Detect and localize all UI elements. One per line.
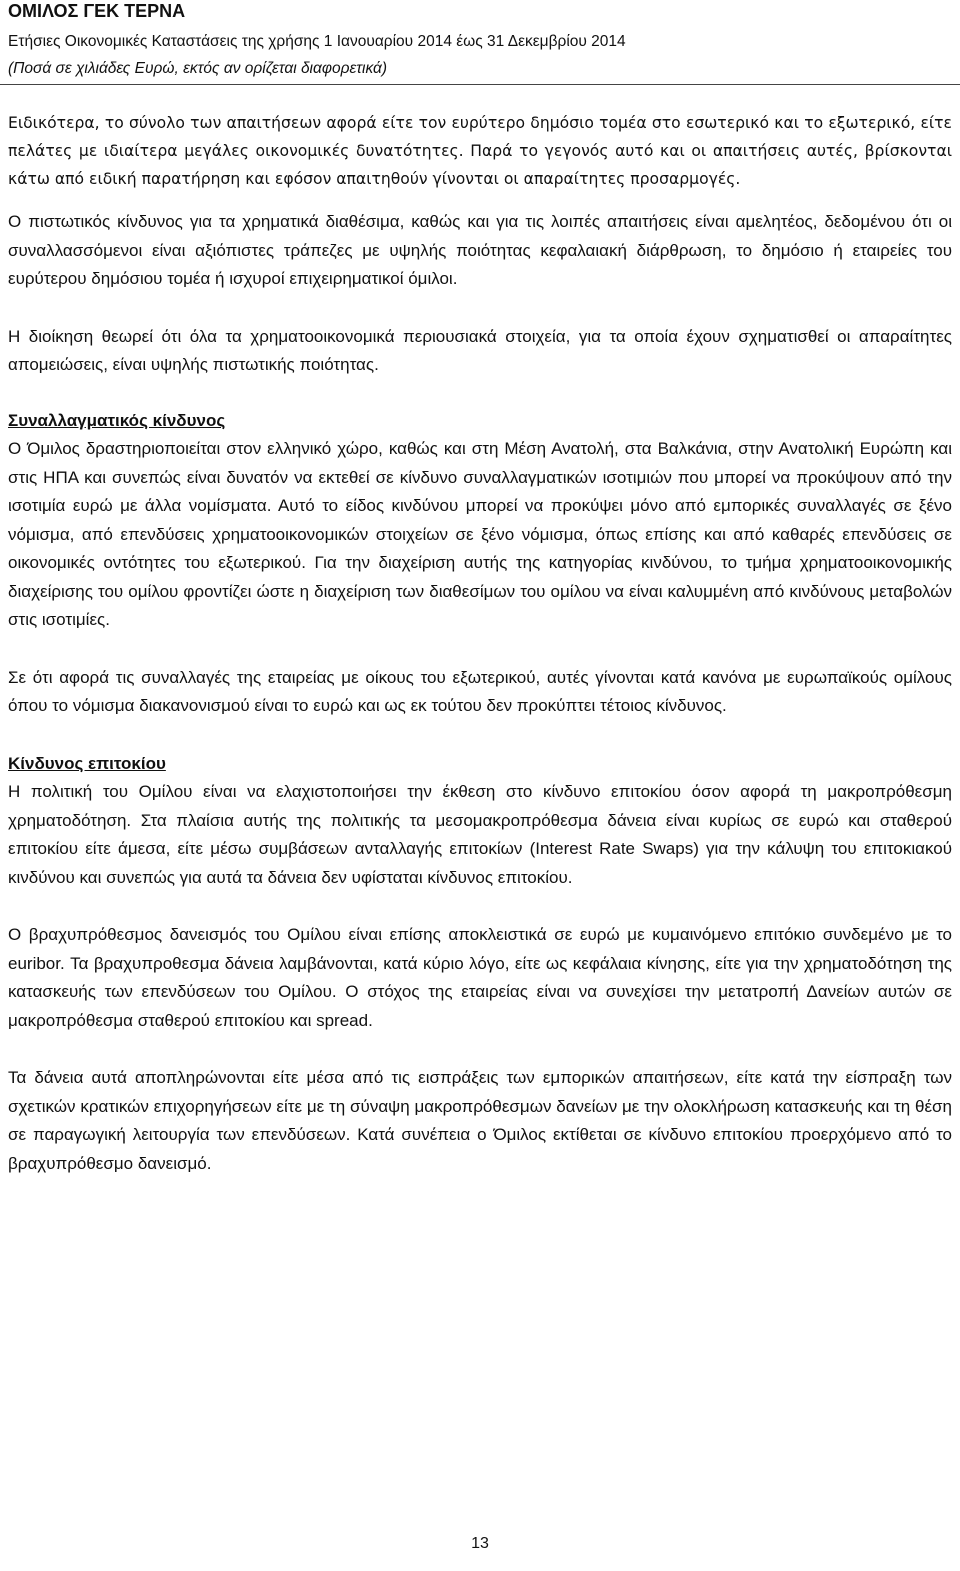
paragraph-credit-quality: Η διοίκηση θεωρεί ότι όλα τα χρηματοοικονομικά περιουσιακά στοιχεία, για τα οποία έχουν σχηματισθεί οι απαραίτητες απομειώσεις, είναι υψηλής πιστωτικής ποιότητας.	[8, 326, 952, 375]
page-header	[8, 0, 948, 79]
paragraph-interest-rate-1: Η πολιτική του Ομίλου είναι να ελαχιστοποιήσει την έκθεση στο κίνδυνο επιτοκίου όσον αφορά τη μακροπρόθεσμη χρηματοδότηση. Στα πλαίσια αυτής της πολιτικής τα μεσομακροπρόθεσμα δάνεια είναι κυρίως σε ευρώ και σταθερού επιτοκίου είτε άμεσα, είτε μέσω συμβάσεων ανταλλαγής επιτοκίων (Interest Rate Swaps) για την κάλυψη του επιτοκιακού κινδύνου και συνεπώς για αυτά τα δάνεια δεν υφίσταται κίνδυνος επιτοκίου.	[8, 782, 952, 887]
page-number: 13	[471, 1535, 489, 1552]
paragraph-interest-rate-2: Ο βραχυπρόθεσμος δανεισμός του Ομίλου είναι επίσης αποκλειστικά σε ευρώ με κυμαινόμενο επιτόκιο συνδεμένο με το euribor. Τα βραχυπροθεσμα δάνεια λαμβάνονται, κατά κύριο λόγο, είτε ως κεφάλαια κίνησης, είτε για την χρηματοδότηση της κατασκευής των επενδύσεων του Ομίλου. Ο στόχος της εταιρείας είναι να συνεχίσει την μετατροπή Δανείων αυτών σε μακροπρόθεσμα σταθερού επιτοκίου και spread.	[8, 925, 952, 1030]
paragraph-fx-risk-1: Ο Όμιλος δραστηριοποιείται στον ελληνικό χώρο, καθώς και στη Μέση Ανατολή, στα Βαλκάνια, στην Ανατολική Ευρώπη και στις ΗΠΑ και συνεπώς είναι δυνατόν να εκτεθεί σε κίνδυνο συναλλαγματικών ισοτιμιών που μπορεί να προκύψουν από την ισοτιμία ευρώ με άλλα νομίσματα. Αυτό το είδος κινδύνου μπορεί να προκύψει μόνο από εμπορικές συναλλαγές σε ξένο νόμισμα, από επενδύσεις χρηματοοικονομικών στοιχείων σε ξένο νόμισμα, όπως επίσης και από καθαρές επενδύσεις σε οικονομικές οντότητες του εξωτερικού. Για την διαχείριση αυτής της κατηγορίας κινδύνου, το τμήμα χρηματοοικονομικής διαχείρισης του ομίλου φροντίζει ώστε η διαχείριση των διαθεσίμων του ομίλου να είναι καλυμμένη από κινδύνους μεταβολών στις ισοτιμίες.	[8, 439, 952, 630]
paragraph-credit-risk: Ο πιστωτικός κίνδυνος για τα χρηματικά διαθέσιμα, καθώς και για τις λοιπές απαιτήσεις είναι αμελητέος, δεδομένου ότι οι συναλλασσόμενοι είναι αξιόπιστες τράπεζες με υψηλής ποιότητας κεφαλαιακή διάρθρωση, το δημόσιο ή εταιρείες του ευρύτερου δημόσιου τομέα ή ισχυροί επιχειρηματικοί όμιλοι.	[8, 212, 952, 289]
company-name: ΟΜΙΛΟΣ ΓΕΚ ΤΕΡΝΑ	[8, 1, 186, 21]
heading-interest-rate-risk: Κίνδυνος επιτοκίου	[8, 753, 166, 773]
heading-fx-risk: Συναλλαγματικός κίνδυνος	[8, 410, 226, 430]
document-body	[8, 110, 952, 1207]
report-subtitle: Ετήσιες Οικονομικές Καταστάσεις της χρήσης 1 Ιανουαρίου 2014 έως 31 Δεκεμβρίου 2014	[8, 33, 626, 50]
paragraph-interest-rate-3: Τα δάνεια αυτά αποπληρώνονται είτε μέσα από τις εισπράξεις των εμπορικών απαιτήσεων, είτε κατά την είσπραξη των σχετικών κρατικών επιχορηγήσεων είτε με τη σύναψη μακροπρόθεσμων δανείων με την ολοκλήρωση κατασκευής και τη θέση σε παραγωγική λειτουργία των επενδύσεων. Κατά συνέπεια ο Όμιλος εκτίθεται σε κίνδυνο επιτοκίου προερχόμενο από το βραχυπρόθεσμο δανεισμό.	[8, 1068, 952, 1173]
paragraph-receivables: Ειδικότερα, το σύνολο των απαιτήσεων αφορά είτε τον ευρύτερο δημόσιο τομέα στο εσωτερικό και το εξωτερικό, είτε πελάτες με ιδιαίτερα μεγάλες οικονομικές δυνατότητες. Παρά το γεγονός αυτό και οι απαιτήσεις αυτές, βρίσκονται κάτω από ειδική παρατήρηση και εφόσον απαιτηθούν γίνονται οι απαραίτητες προσαρμογές.	[8, 114, 952, 188]
paragraph-fx-risk-2: Σε ότι αφορά τις συναλλαγές της εταιρείας με οίκους του εξωτερικού, αυτές γίνονται κατά κανόνα με ευρωπαϊκούς ομίλους όπου το νόμισμα διακανονισμού είναι το ευρώ και ως εκ τούτου δεν προκύπτει τέτοιος κίνδυνος.	[8, 667, 952, 716]
header-divider	[0, 84, 960, 85]
amounts-note: (Ποσά σε χιλιάδες Ευρώ, εκτός αν ορίζεται διαφορετικά)	[8, 60, 388, 77]
